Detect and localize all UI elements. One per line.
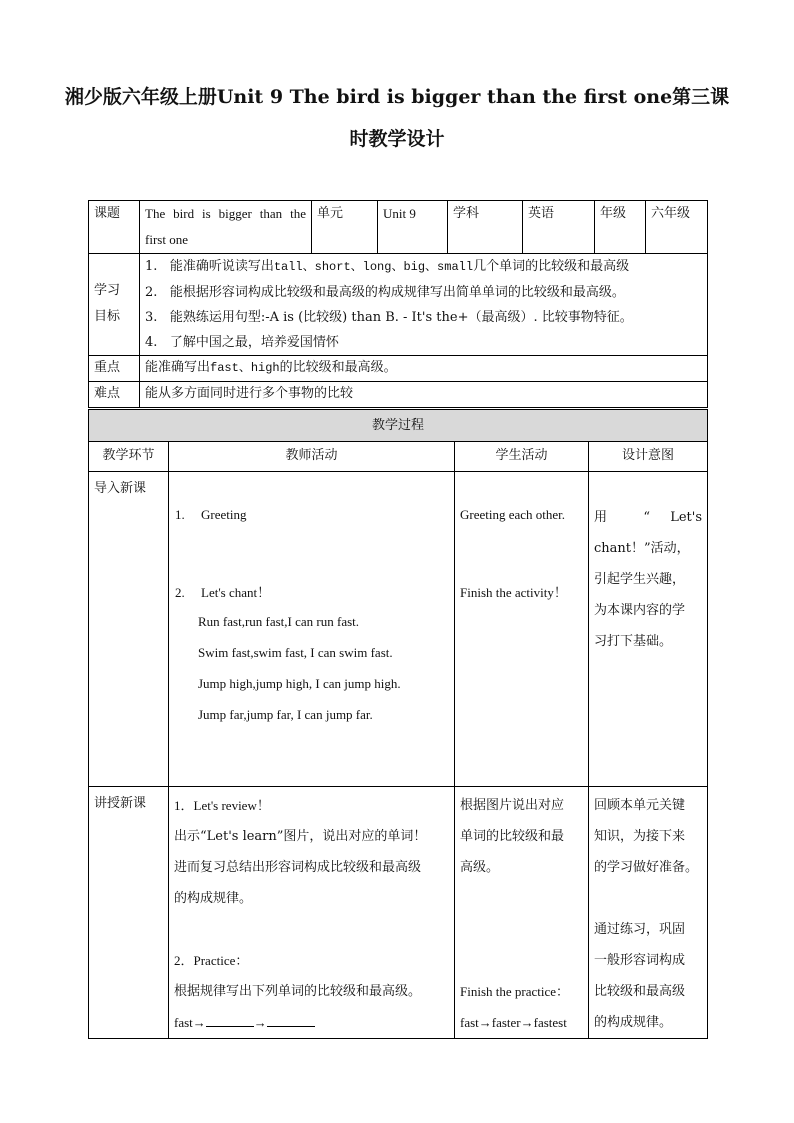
unit-value: Unit 9 — [378, 201, 448, 254]
difficulty-label: 难点 — [89, 382, 140, 408]
practice-exercise: fast→ → — [174, 1007, 449, 1038]
greeting-step: 1. Greeting — [175, 507, 247, 522]
chant-line: Jump far,jump far, I can jump far. — [198, 707, 373, 722]
document-title-line-1: 湘少版六年级上册Unit 9 The bird is bigger than the first one第三课 — [64, 86, 730, 108]
subject-value: 英语 — [523, 201, 595, 254]
grade-label: 年级 — [595, 201, 646, 254]
key-point-text: 能准确写出fast、high的比较级和最高级。 — [140, 356, 708, 382]
header-teacher: 教师活动 — [169, 442, 455, 472]
answer-blank[interactable] — [267, 1012, 315, 1027]
intro-stage: 导入新课 — [89, 472, 169, 787]
objective-item: 2. 能根据形容词构成比较级和最高级的构成规律写出简单单词的比较级和最高级。 — [145, 285, 625, 300]
new-teacher-activity: 1．Let's review！ 出示“Let's learn”图片，说出对应的单词！ 进而复习总结出形容词构成比较级和最高级 的构成规律。 2．Practice： 根据规律写出下列单词的比较级和最高级。 fast→ → — [169, 787, 455, 1039]
objectives-list — [140, 254, 708, 356]
new-lesson-stage: 讲授新课 — [89, 787, 169, 1039]
header-intent: 设计意图 — [589, 442, 708, 472]
process-banner: 教学过程 — [89, 410, 708, 442]
objective-item: 4. 了解中国之最，培养爱国情怀 — [145, 335, 339, 350]
unit-label: 单元 — [312, 201, 378, 254]
topic-value-line-2: first one — [145, 232, 188, 247]
chant-line: Jump high,jump high, I can jump high. — [198, 676, 401, 691]
objective-item: 3. 能熟练运用句型:-A is (比较级) than B. - It's the+（最高级）. 比较事物特征。 — [145, 310, 633, 325]
key-point-label: 重点 — [89, 356, 140, 382]
chant-line: Swim fast,swim fast, I can swim fast. — [198, 645, 393, 660]
grade-value: 六年级 — [646, 201, 708, 254]
objectives-label-line-2: 目标 — [94, 309, 121, 324]
student-chant: Finish the activity！ — [460, 585, 567, 600]
answer-blank[interactable] — [206, 1012, 254, 1027]
topic-label: 课题 — [89, 201, 140, 254]
subject-label: 学科 — [448, 201, 523, 254]
chant-line: Run fast,run fast,I can run fast. — [198, 614, 360, 629]
student-greeting: Greeting each other. — [460, 507, 566, 522]
teaching-process-table — [88, 409, 708, 1039]
header-student: 学生活动 — [455, 442, 589, 472]
intro-student-activity — [455, 472, 589, 787]
objective-item: 1. 能准确听说读写出tall、short、long、big、small几个单词的比较级和最高级 — [145, 259, 630, 274]
objectives-label-line-1: 学习 — [94, 283, 121, 298]
objectives-label — [89, 254, 140, 356]
document-title-line-2: 时教学设计 — [349, 128, 445, 150]
new-student-activity: 根据图片说出对应 单词的比较级和最 高级。 Finish the practice： fast→faster→fastest — [455, 787, 589, 1039]
lesson-info-table — [88, 200, 708, 408]
header-stage: 教学环节 — [89, 442, 169, 472]
intro-teacher-activity — [169, 472, 455, 787]
topic-value — [140, 201, 312, 254]
topic-value-line-1: The bird is bigger than the — [145, 206, 306, 221]
chant-step: 2. Let's chant！ — [175, 585, 271, 600]
new-design-intent: 回顾本单元关键 知识，为接下来 的学习做好准备。 通过练习，巩固 一般形容词构成 比较级和最高级 的构成规律。 — [589, 787, 708, 1039]
difficulty-text: 能从多方面同时进行多个事物的比较 — [140, 382, 708, 408]
intro-design-intent: 用 “ Let's chant！”活动， 引起学生兴趣， 为本课内容的学 习打下基础。 — [589, 472, 708, 787]
